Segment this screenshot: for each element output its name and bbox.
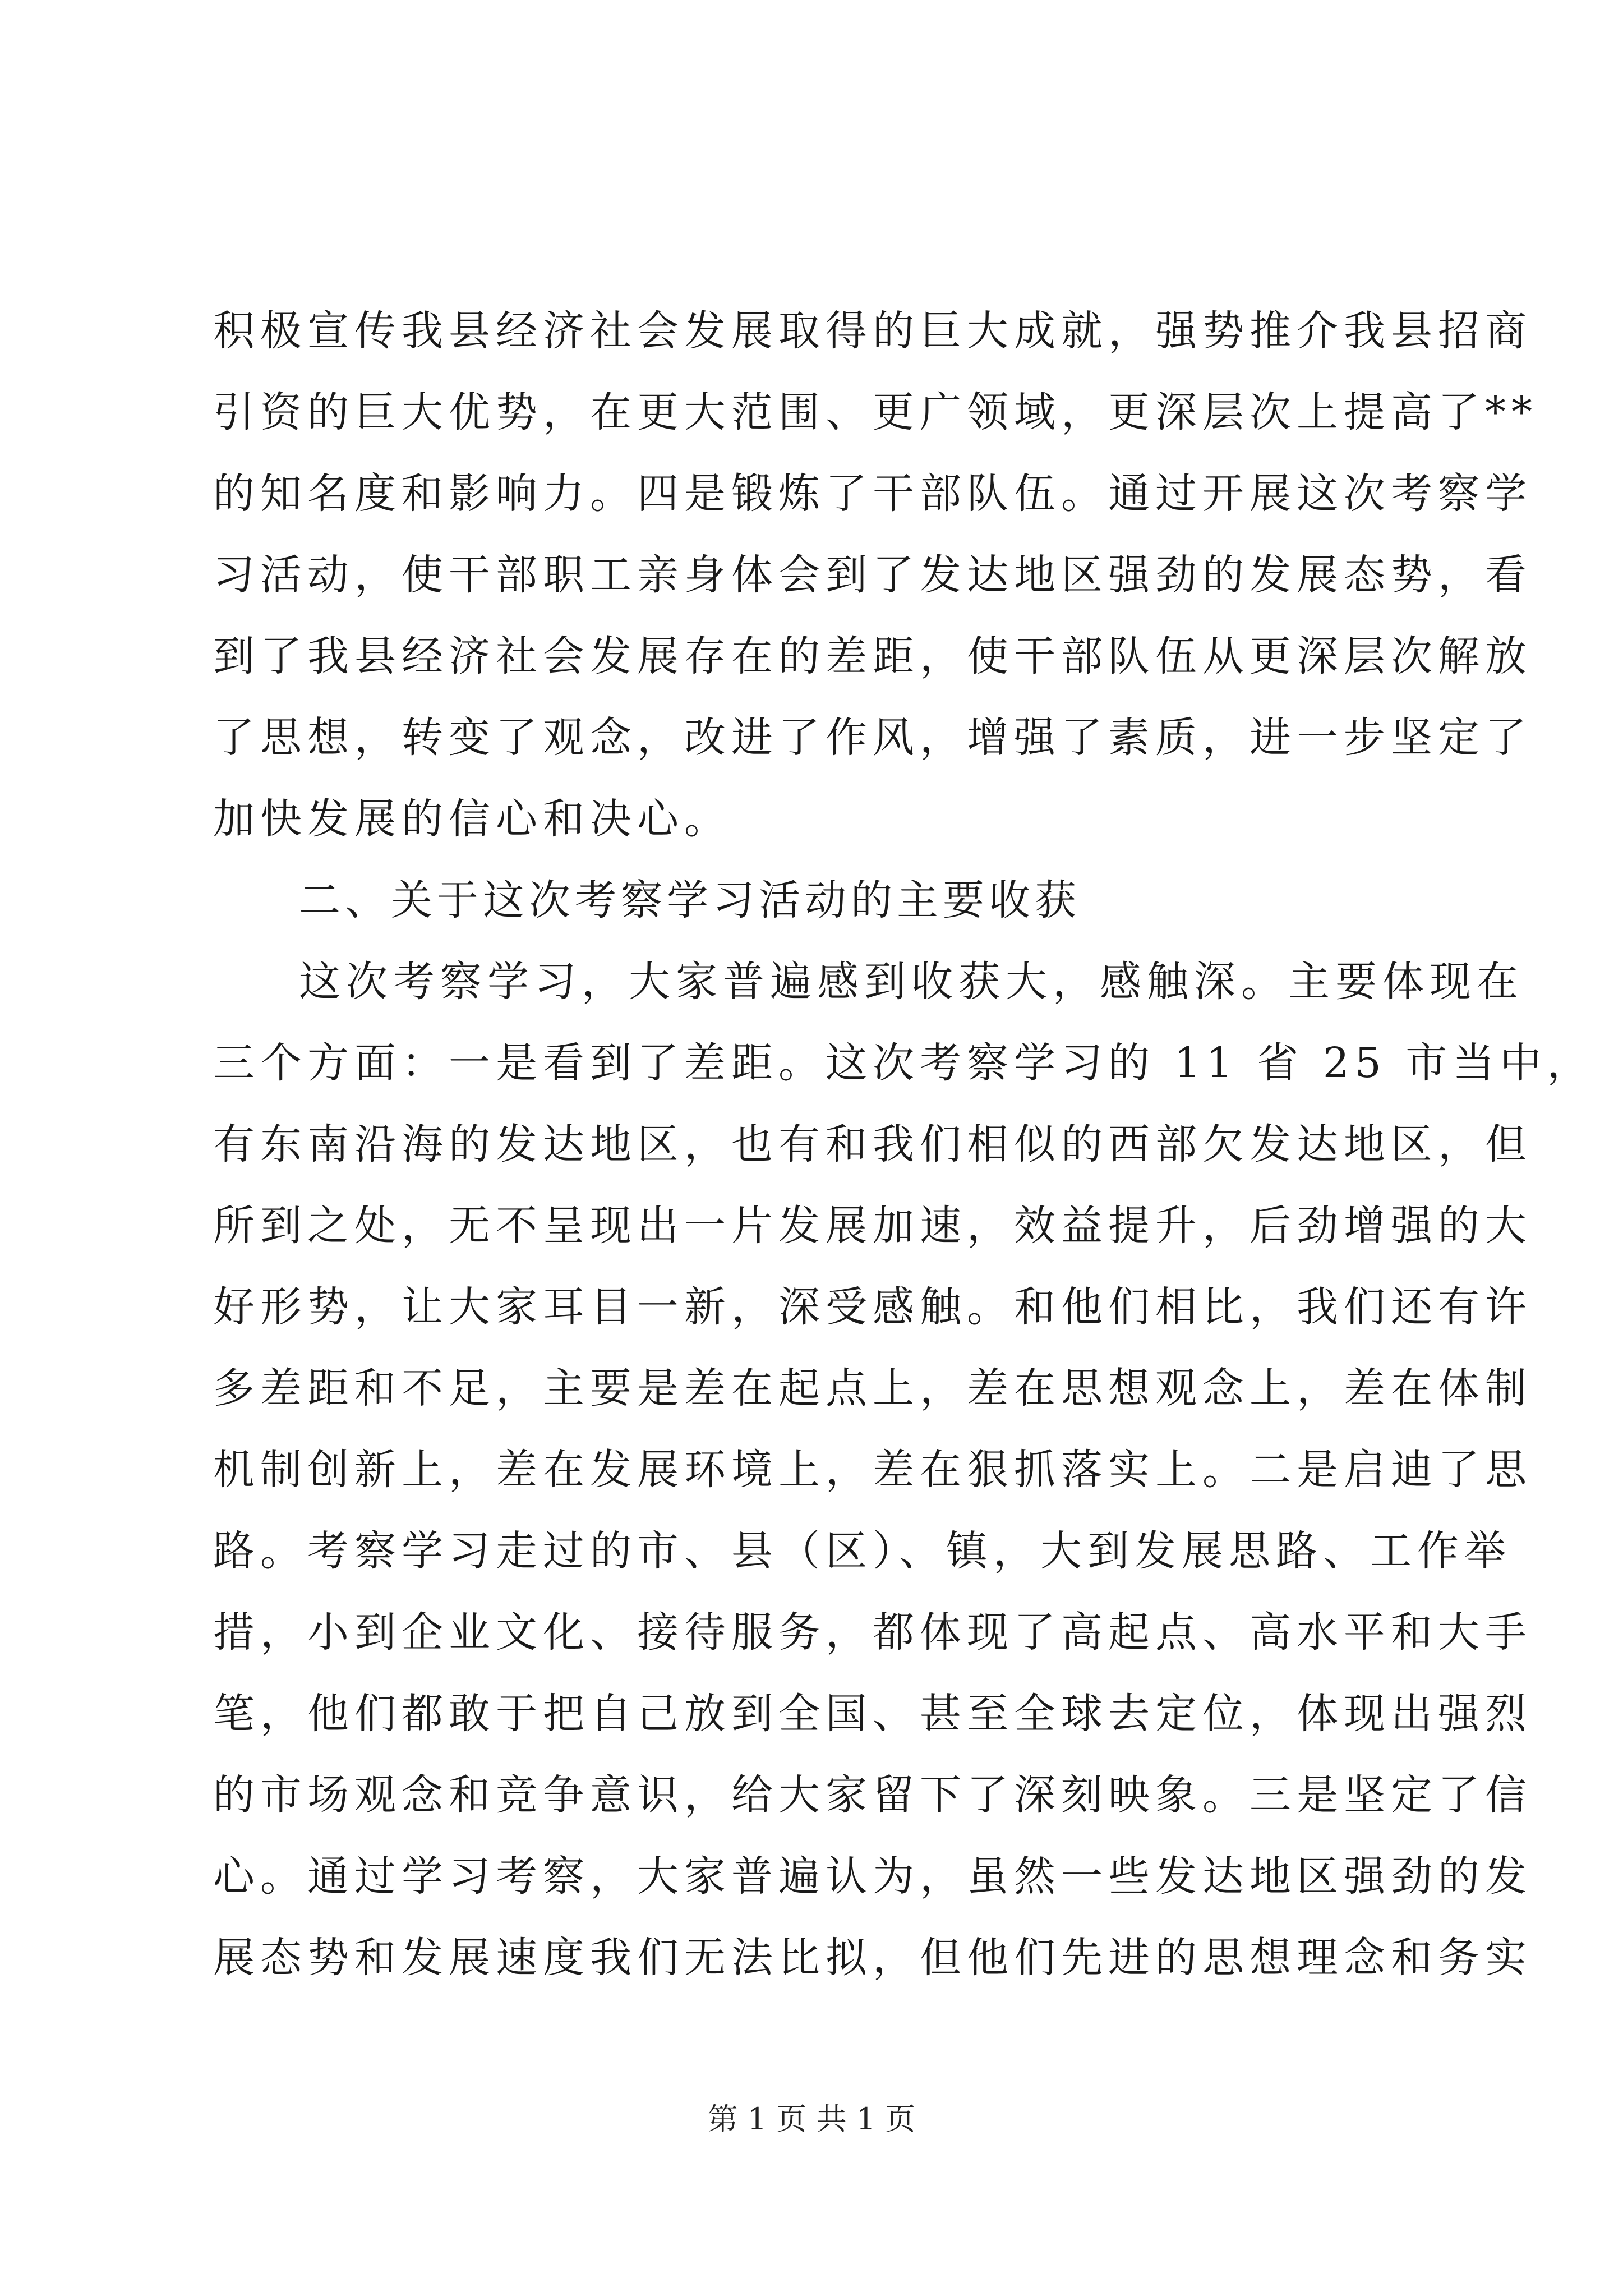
body-line: 到了我县经济社会发展存在的差距，使干部队伍从更深层次解放	[213, 632, 1532, 680]
body-line: 心。通过学习考察，大家普遍认为，虽然一些发达地区强劲的发	[213, 1852, 1532, 1901]
body-line: 好形势，让大家耳目一新，深受感触。和他们相比，我们还有许	[213, 1283, 1532, 1331]
body-line: 积极宣传我县经济社会发展取得的巨大成就，强势推介我县招商	[213, 307, 1532, 355]
body-line: 的市场观念和竞争意识，给大家留下了深刻映象。三是坚定了信	[213, 1771, 1532, 1819]
body-line: 机制创新上，差在发展环境上，差在狠抓落实上。二是启迪了思	[213, 1446, 1532, 1494]
body-line: 引资的巨大优势，在更大范围、更广领域，更深层次上提高了**	[213, 388, 1538, 436]
body-line: 的知名度和影响力。四是锻炼了干部队伍。通过开展这次考察学	[213, 470, 1532, 518]
body-line: 所到之处，无不呈现出一片发展加速，效益提升，后劲增强的大	[213, 1202, 1532, 1250]
body-line: 展态势和发展速度我们无法比拟，但他们先进的思想理念和务实	[213, 1934, 1532, 1982]
body-line: 了思想，转变了观念，改进了作风，增强了素质，进一步坚定了	[213, 714, 1532, 762]
body-line: 笔，他们都敢于把自己放到全国、甚至全球去定位，体现出强烈	[213, 1690, 1532, 1738]
body-line: 习活动，使干部职工亲身体会到了发达地区强劲的发展态势，看	[213, 551, 1532, 599]
body-line: 有东南沿海的发达地区，也有和我们相似的西部欠发达地区，但	[213, 1120, 1532, 1168]
page-number-footer: 第 1 页 共 1 页	[707, 2101, 916, 2137]
body-line: 三个方面：一是看到了差距。这次考察学习的 11 省 25 市当中，	[213, 1039, 1594, 1087]
body-line: 加快发展的信心和决心。	[213, 795, 731, 843]
body-line: 路。考察学习走过的市、县（区）、镇，大到发展思路、工作举	[213, 1527, 1511, 1575]
body-line: 这次考察学习，大家普遍感到收获大，感触深。主要体现在	[299, 958, 1524, 1006]
body-line: 多差距和不足，主要是差在起点上，差在思想观念上，差在体制	[213, 1364, 1532, 1412]
section-heading: 二、关于这次考察学习活动的主要收获	[299, 876, 1081, 924]
body-line: 措，小到企业文化、接待服务，都体现了高起点、高水平和大手	[213, 1608, 1532, 1657]
